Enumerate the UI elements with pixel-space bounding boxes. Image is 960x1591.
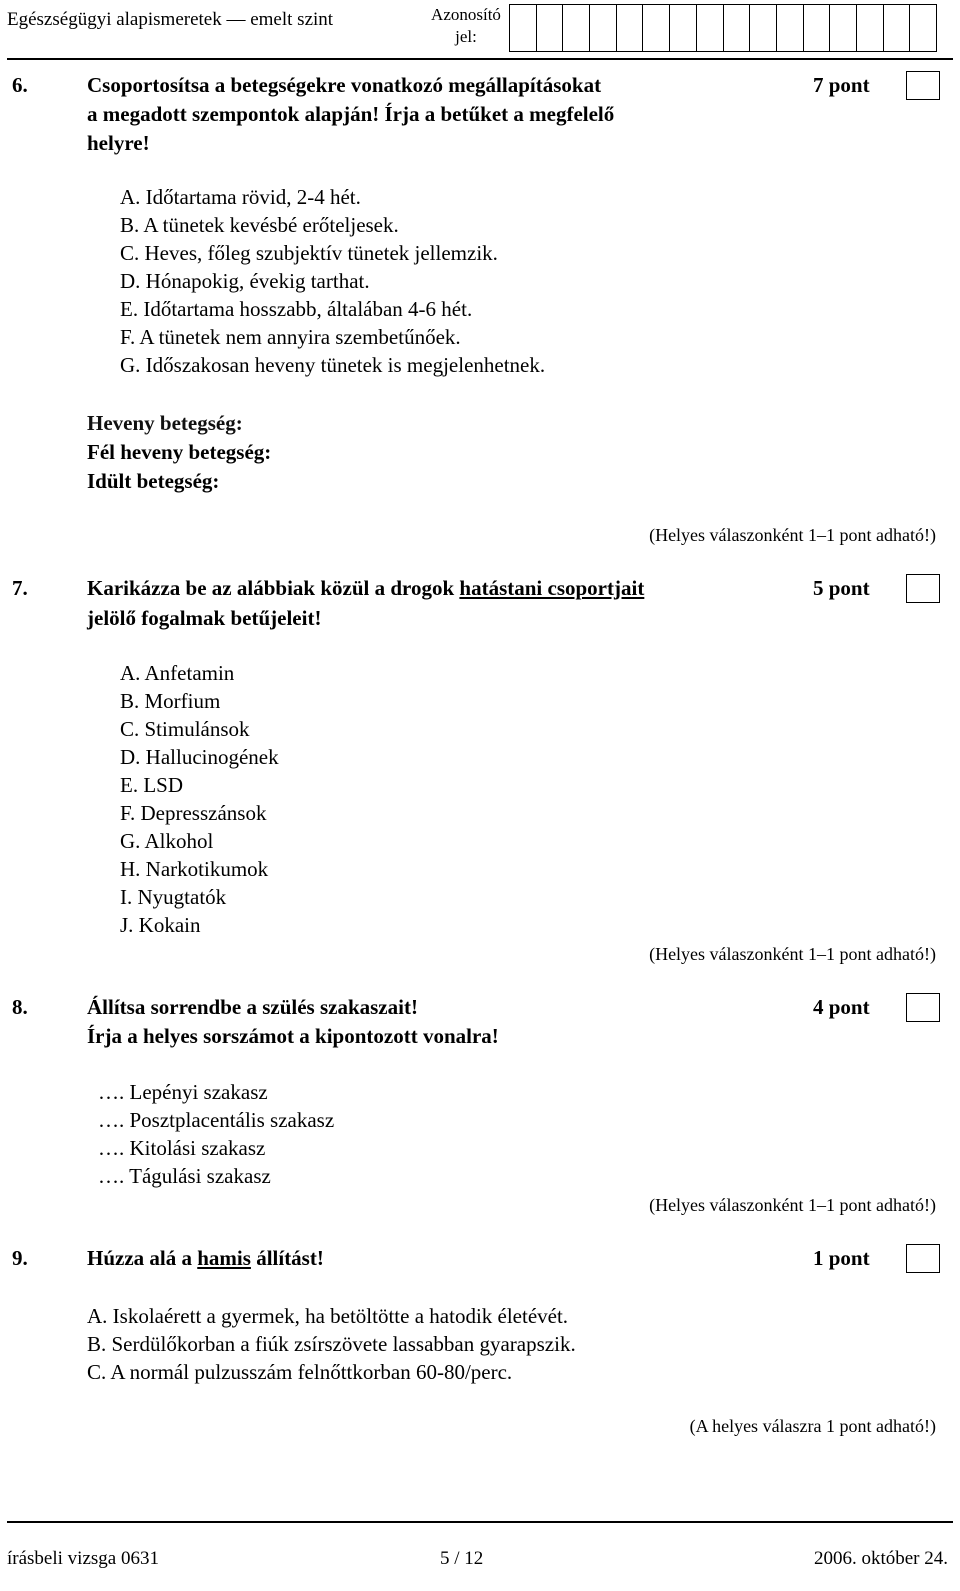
q9-scoring-note: (A helyes válaszra 1 pont adható!) — [689, 1416, 936, 1436]
id-box[interactable] — [804, 5, 831, 51]
id-box[interactable] — [750, 5, 777, 51]
q6-line-1: Csoportosítsa a betegségekre vonatkozó megállapításokat — [87, 73, 602, 97]
q6-option: D. Hónapokig, évekig tarthat. — [120, 269, 370, 293]
q7-option[interactable]: C. Stimulánsok — [120, 717, 250, 741]
q6-score-box[interactable] — [906, 71, 940, 100]
id-box[interactable] — [590, 5, 617, 51]
q8-option[interactable]: …. Tágulási szakasz — [98, 1164, 271, 1188]
q6-category-felheveny: Fél heveny betegség: — [87, 440, 272, 464]
id-box[interactable] — [777, 5, 804, 51]
q7-option[interactable]: D. Hallucinogének — [120, 745, 279, 769]
id-box[interactable] — [563, 5, 590, 51]
id-box[interactable] — [537, 5, 564, 51]
q8-line-1: Állítsa sorrendbe a szülés szakaszait! — [87, 995, 418, 1019]
q9-points: 1 pont — [813, 1246, 870, 1270]
q9-line — [87, 1246, 324, 1271]
id-box[interactable] — [670, 5, 697, 51]
q7-line-1 — [87, 576, 644, 601]
q7-number: 7. — [12, 576, 28, 600]
header-title: Egészségügyi alapismeretek — emelt szint — [7, 9, 334, 30]
q8-scoring-note: (Helyes válaszonként 1–1 pont adható!) — [649, 1195, 936, 1215]
q7-scoring-note: (Helyes válaszonként 1–1 pont adható!) — [649, 944, 936, 964]
q9-score-box[interactable] — [906, 1244, 940, 1273]
footer-rule — [7, 1521, 953, 1523]
azonosito-label: Azonosító jel: — [431, 5, 501, 46]
q8-option[interactable]: …. Kitolási szakasz — [98, 1136, 266, 1160]
q9-option[interactable]: C. A normál pulzusszám felnőttkorban 60-80/perc. — [87, 1360, 513, 1384]
q7-option[interactable]: J. Kokain — [120, 913, 201, 937]
footer-date: 2006. október 24. — [813, 1548, 948, 1569]
footer-exam: írásbeli vizsga 0631 — [7, 1548, 159, 1569]
q7-line-1-text: Karikázza be az alábbiak közül a drogok — [87, 576, 460, 600]
id-box[interactable] — [617, 5, 644, 51]
q8-number: 8. — [12, 995, 28, 1019]
id-box[interactable] — [884, 5, 911, 51]
q6-option: E. Időtartama hosszabb, általában 4-6 hét. — [120, 297, 473, 321]
q9-line-pre: Húzza alá a — [87, 1246, 198, 1270]
q6-number: 6. — [12, 73, 28, 97]
q6-scoring-note: (Helyes válaszonként 1–1 pont adható!) — [649, 525, 936, 545]
header-rule — [7, 58, 953, 60]
q7-score-box[interactable] — [906, 574, 940, 603]
q9-option[interactable]: A. Iskolaérett a gyermek, ha betöltötte a hatodik életévét. — [87, 1304, 569, 1328]
q7-option[interactable]: A. Anfetamin — [120, 661, 235, 685]
q6-option: A. Időtartama rövid, 2-4 hét. — [120, 185, 361, 209]
q6-line-3: helyre! — [87, 131, 150, 155]
q6-line-2: a megadott szempontok alapján! Írja a betűket a megfelelő — [87, 102, 615, 126]
q7-line-2: jelölő fogalmak betűjeleit! — [87, 606, 322, 630]
q9-underlined: hamis — [197, 1246, 251, 1270]
footer-page-number: 5 / 12 — [440, 1548, 484, 1569]
id-box[interactable] — [724, 5, 751, 51]
q6-category-heveny: Heveny betegség: — [87, 411, 243, 435]
q6-option: G. Időszakosan heveny tünetek is megjelenhetnek. — [120, 353, 546, 377]
id-box[interactable] — [510, 5, 537, 51]
id-box[interactable] — [643, 5, 670, 51]
q7-option[interactable]: E. LSD — [120, 773, 183, 797]
id-box[interactable] — [857, 5, 884, 51]
q9-number: 9. — [12, 1246, 28, 1270]
q8-points: 4 pont — [813, 995, 870, 1019]
q6-option: C. Heves, főleg szubjektív tünetek jellemzik. — [120, 241, 498, 265]
id-box[interactable] — [910, 5, 937, 51]
q6-category-idult: Idült betegség: — [87, 469, 220, 493]
q8-option[interactable]: …. Lepényi szakasz — [98, 1080, 268, 1104]
q7-option[interactable]: G. Alkohol — [120, 829, 214, 853]
q7-option[interactable]: B. Morfium — [120, 689, 221, 713]
q7-points: 5 pont — [813, 576, 870, 600]
q8-option[interactable]: …. Posztplacentális szakasz — [98, 1108, 335, 1132]
q6-option: F. A tünetek nem annyira szembetűnőek. — [120, 325, 461, 349]
q6-points: 7 pont — [813, 73, 870, 97]
q7-option[interactable]: F. Depresszánsok — [120, 801, 267, 825]
q7-option[interactable]: H. Narkotikumok — [120, 857, 269, 881]
id-box[interactable] — [830, 5, 857, 51]
q7-option[interactable]: I. Nyugtatók — [120, 885, 227, 909]
q9-line-post: állítást! — [250, 1246, 324, 1270]
q9-option[interactable]: B. Serdülőkorban a fiúk zsírszövete lassabban gyarapszik. — [87, 1332, 576, 1356]
q6-option: B. A tünetek kevésbé erőteljesek. — [120, 213, 399, 237]
q8-score-box[interactable] — [906, 993, 940, 1022]
q8-line-2: Írja a helyes sorszámot a kipontozott vonalra! — [87, 1024, 499, 1048]
q7-underlined: hatástani csoportjait — [459, 576, 645, 600]
id-boxes[interactable] — [509, 4, 937, 52]
id-box[interactable] — [697, 5, 724, 51]
